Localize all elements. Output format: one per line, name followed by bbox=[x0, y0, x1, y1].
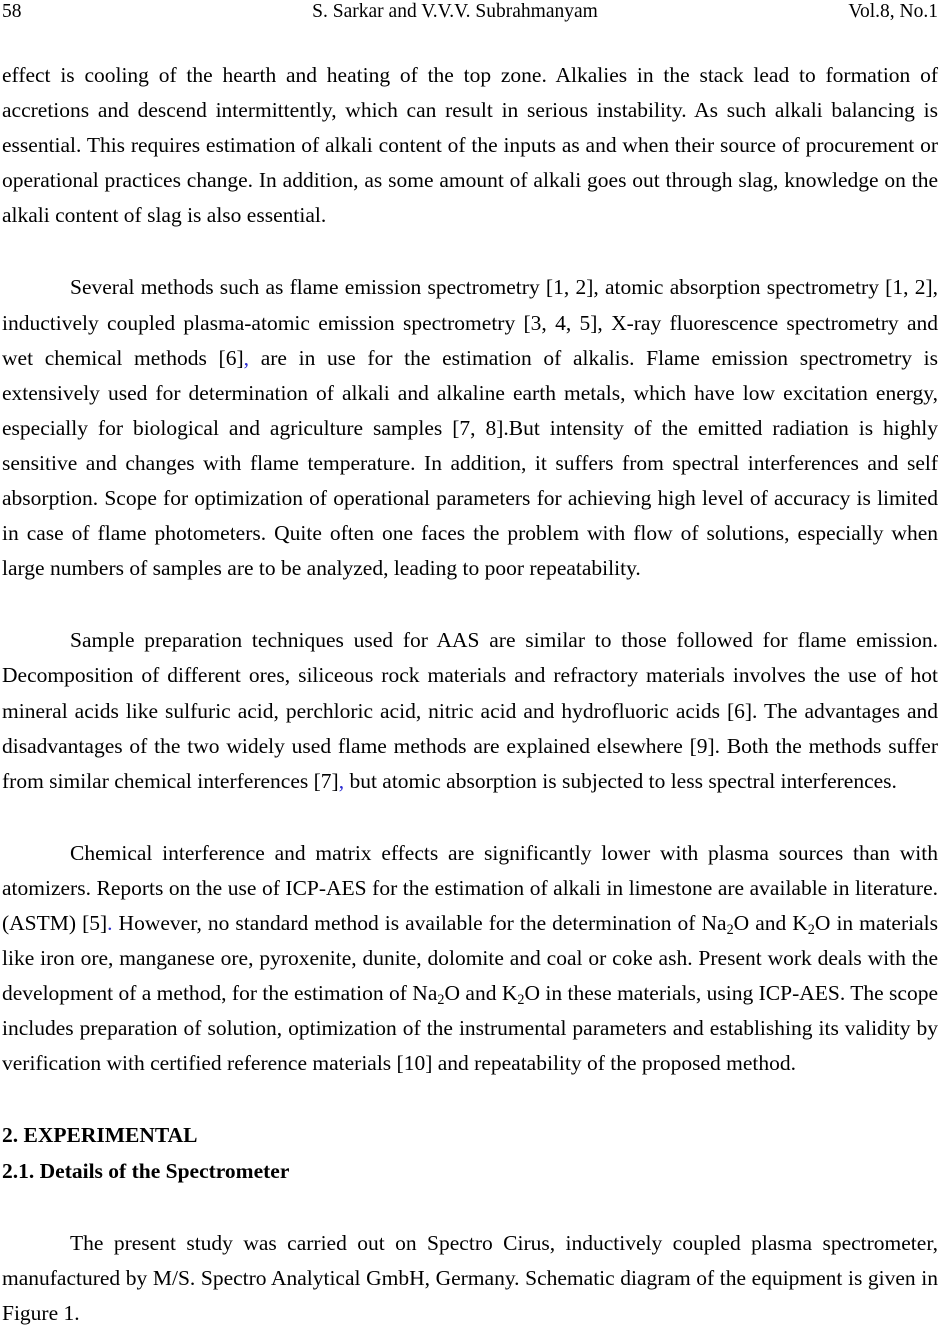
paragraph-spacer bbox=[2, 799, 938, 836]
tracked-edit-mark: . bbox=[107, 910, 113, 935]
text-run: O in materials like iron ore, manganese ore, pyroxenite, dunite, dolomite and coal or coke ash. Present work deals with the development of a method, for the estimation of Na bbox=[2, 910, 938, 1006]
text-run: O and K bbox=[733, 910, 808, 935]
tracked-edit-mark: , bbox=[243, 345, 250, 370]
text-run: are in use for the estimation of alkalis. Flame emission spectrometry is extensively used for determination of alkali and alkaline earth metals, which have low excitation energy, especially for biological and agriculture samples [7, 8].But intensity of the emitted radiation is highly sensitive and changes with flame temperature. In addition, it suffers from spectral interferences and self absorption. Scope for optimization of operational parameters for achieving high level of accuracy is limited in case of flame photometers. Quite often one faces the problem with flow of solutions, especially when large numbers of samples are to be analyzed, leading to poor repeatability. bbox=[2, 345, 939, 581]
running-title: S. Sarkar and V.V.V. Subrahmanyam bbox=[312, 1, 598, 22]
paragraph-present-study: The present study was carried out on Spectro Cirus, inductively coupled plasma spectrometer, manufactured by M/S. Spectro Analytical GmbH, Germany. Schematic diagram of the equipment is given in Figure 1. bbox=[2, 1230, 938, 1325]
paragraph-several-methods bbox=[2, 270, 938, 586]
text-run: Several methods such as flame emission spectrometry [1, 2], atomic absorption spectrometry [1, 2], inductively coupled plasma-atomic emission spectrometry [3, 4, 5], X-ray fluorescence spectrometry and wet chemical methods [6] bbox=[2, 275, 938, 370]
paragraph-sample-preparation bbox=[2, 623, 938, 798]
chemical-subscript: 2 bbox=[726, 921, 734, 938]
volume-issue: Vol.8, No.1 bbox=[848, 1, 938, 22]
text-run: but atomic absorption is subjected to less spectral interferences. bbox=[344, 768, 897, 793]
text-run: O and K bbox=[444, 981, 518, 1006]
heading-spectrometer-details: 2.1. Details of the Spectrometer bbox=[2, 1158, 290, 1183]
chemical-subscript: 2 bbox=[437, 992, 445, 1009]
paragraph-spacer bbox=[2, 586, 938, 623]
tracked-edit-mark: , bbox=[338, 768, 345, 793]
text-run: O in these materials, using ICP-AES. The scope includes preparation of solution, optimization of the instrumental parameters and establishing its validity by verification with certified reference materials [10] and repeatability of the proposed method. bbox=[2, 981, 938, 1076]
text-run: Sample preparation techniques used for AAS are similar to those followed for flame emission. Decomposition of different ores, siliceous rock materials and refractory materials involves the use of hot mineral acids like sulfuric acid, perchloric acid, nitric acid and hydrofluoric acids [6]. The advantages and disadvantages of the two widely used flame methods are explained elsewhere [9]. Both the methods suffer from similar chemical interferences [7] bbox=[2, 628, 938, 793]
text-run: Chemical interference and matrix effects are significantly lower with plasma sources than with atomizers. Reports on the use of ICP-AES for the estimation of alkali in limestone are available in literature. (ASTM) [5] bbox=[2, 840, 938, 935]
paragraph-alkali-balancing: effect is cooling of the hearth and heating of the top zone. Alkalies in the stack lead to formation of accretions and descend intermittently, which can result in serious instability. As such alkali balancing is essential. This requires estimation of alkali content of the inputs as and when their source of procurement or operational practices change. In addition, as some amount of alkali goes out through slag, knowledge on the alkali content of slag is also essential. bbox=[2, 63, 938, 228]
section-spacer bbox=[2, 1189, 938, 1226]
running-header bbox=[0, 0, 940, 34]
chemical-subscript: 2 bbox=[807, 921, 815, 938]
page-number: 58 bbox=[2, 1, 22, 22]
section-spacer bbox=[2, 1081, 938, 1118]
chemical-subscript: 2 bbox=[517, 992, 525, 1009]
text-run: However, no standard method is available for the determination of Na bbox=[112, 910, 727, 935]
paragraph-spacer bbox=[2, 233, 938, 270]
paragraph-chemical-interference bbox=[2, 836, 938, 1082]
body-column bbox=[2, 58, 938, 1331]
heading-experimental: 2. EXPERIMENTAL bbox=[2, 1123, 198, 1148]
